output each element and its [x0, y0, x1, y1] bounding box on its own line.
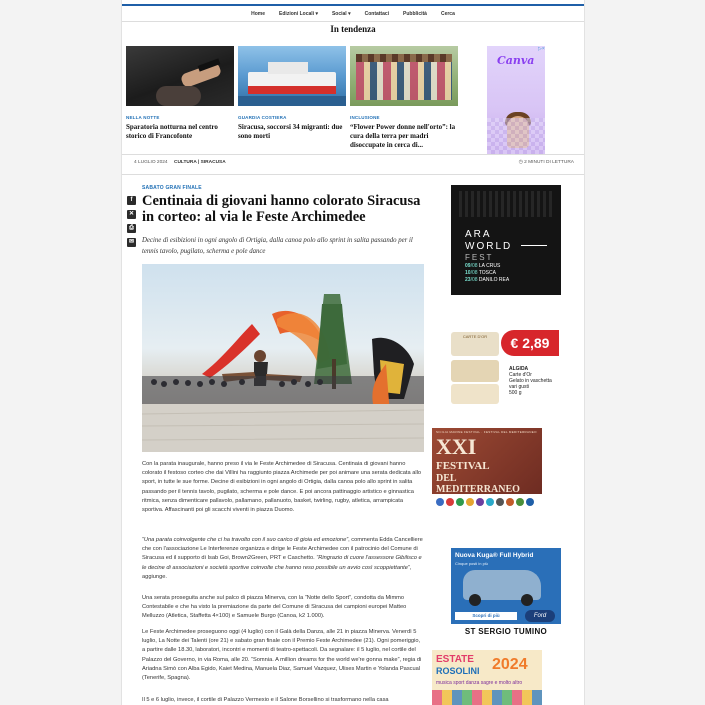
- read-time-label: 2 MINUTI DI LETTURA: [524, 160, 574, 165]
- trending-headline[interactable]: “Flower Power donne nell'orto”: la cura della terra per madri disoccupate in cerca di...: [350, 123, 456, 149]
- trending-category: NELLA NOTTE: [126, 115, 160, 120]
- article-paragraph: Con la parata inaugurale, hanno preso il via le Feste Archimedee di Siracusa. Centinaia di giovani hanno colorato il festoso corteo che dai Villini ha raggiunto piazza Archimede per poi animare una serata dedicata allo sport, in tutte le sue forme. Decine di esibizioni in ogni angolo di Ortigia, dalla canoa polo allo sprint in salita passando per il tennis tavolo, pugilato, scherma e pole dance. E poi ancora pattinaggio artistico e ginnastica ritmica, senza dimenticare pallavolo, pallamano, pallanuoto, basket, twirling, rugby, atletica, arrampicata sportiva. Affascinanti poi gli scacchi viventi in piazza Duomo.: [142, 461, 422, 514]
- ara-line-1: ARA: [465, 229, 492, 240]
- main-nav: [122, 8, 584, 20]
- article-date: 4 LUGLIO 2024: [134, 160, 168, 165]
- article-title: Centinaia di giovani hanno colorato Siracusa in corteo: al via le Feste Archimedee: [142, 193, 421, 225]
- trending-headline[interactable]: Siracusa, soccorsi 34 migranti: due sono morti: [238, 123, 343, 140]
- ford-subtitle: Cinque posti in più: [455, 561, 488, 566]
- sponsor-logo: [446, 498, 454, 506]
- ford-title: Nuova Kuga® Full Hybrid: [455, 552, 534, 559]
- article-body: [142, 460, 424, 515]
- nav-divider: [122, 21, 584, 22]
- ad-choices-icon[interactable]: ▷×: [538, 46, 545, 52]
- trending-image[interactable]: [238, 46, 346, 106]
- sponsor-logo: [456, 498, 464, 506]
- trending-title: In tendenza: [330, 24, 376, 34]
- ad-pattern: [487, 118, 545, 154]
- algida-name: Carte d'Or: [509, 372, 532, 378]
- ara-events: [465, 263, 509, 284]
- ara-pattern: [459, 191, 553, 217]
- ara-world-fest-ad[interactable]: [451, 185, 561, 295]
- article-kicker: SABATO GRAN FINALE: [142, 185, 202, 191]
- trending-image[interactable]: [350, 46, 458, 106]
- estate-pattern: [432, 690, 542, 705]
- facebook-share-icon[interactable]: f: [127, 196, 136, 205]
- algida-tub-3: [451, 384, 499, 404]
- algida-tub-label: CARTE D'OR: [462, 334, 488, 339]
- algida-tub-1: [451, 332, 499, 356]
- article-paragraph: Una serata proseguita anche sul palco di piazza Minerva, con la “Notte dello Sport”, condotta da Mimmo Contestabile e che ha visto la premiazione da parte del Comune di Siracusa dei campioni europei Matteo Melluzzo (Atletica, Staffetta 4×100) e Samuele Burgo (Canoa, k2 1.000).: [142, 595, 407, 620]
- sponsor-logo: [436, 498, 444, 506]
- estate-tagline: musica sport danza sagre e molto altro: [436, 680, 523, 686]
- trending-card[interactable]: [238, 46, 346, 141]
- nav-contattaci[interactable]: Contattaci: [364, 11, 390, 17]
- festival-top-line: SICILIA MARINE FESTIVAL · FESTIVAL DEL MEDITERRANEO: [436, 430, 537, 434]
- trending-category: GUARDIA COSTIERA: [238, 115, 287, 120]
- quote2-rest: , aggiunge.: [142, 564, 412, 580]
- article-paragraph: Il 5 e 6 luglio, invece, il cortile di Palazzo Vermexio e il Salone Borsellino si trasformano nella casa: [142, 697, 389, 703]
- trending-image[interactable]: [126, 46, 234, 106]
- ford-dealer: ST SERGIO TUMINO: [451, 624, 561, 640]
- quote-italic: “Una parata coinvolgente che ci ha travolto con il suo carico di gioia ed emozione”: [142, 537, 349, 543]
- sponsor-logo: [496, 498, 504, 506]
- email-icon[interactable]: ✉: [128, 239, 135, 245]
- article-body-3: [142, 628, 424, 683]
- ara-line-2: WORLD: [465, 241, 513, 252]
- festival-line-2: DEL MEDITERRANEO: [436, 473, 520, 494]
- algida-ad[interactable]: [451, 326, 561, 412]
- article-subtitle: Decine di esibizioni in ogni angolo di Ortigia, dalla canoa polo allo sprint in salita passando per il tennis tavolo, pugilato, scherma e pole dance: [142, 237, 413, 255]
- ara-event: 09/08 LA CRUS: [465, 263, 501, 269]
- ford-cta-button[interactable]: Scopri di più: [455, 612, 517, 620]
- ford-car-wheel: [521, 594, 533, 606]
- quote-rest: , commenta Edda Cancelliere che con l'associazione Le Interferenze organizza e dirige le Feste Archimedee con il patrocinio del Comune di Siracusa ed il supporto di Isab Goi, Brown2Green, PRT e Caschetto.: [142, 537, 423, 562]
- nav-home[interactable]: Home: [251, 11, 266, 17]
- algida-desc: Gelato in vaschetta vari gusti: [509, 378, 552, 390]
- nav-social[interactable]: Social ▾: [331, 11, 351, 17]
- sponsor-logo: [466, 498, 474, 506]
- sponsor-logo: [506, 498, 514, 506]
- sponsor-logo: [476, 498, 484, 506]
- trending-card[interactable]: [126, 46, 234, 141]
- estate-rosolini-ad[interactable]: [432, 650, 542, 705]
- ford-logo: Ford: [525, 610, 555, 622]
- nav-edizioni-locali[interactable]: Edizioni Locali ▾: [279, 11, 318, 17]
- sponsor-logo: [486, 498, 494, 506]
- article-meta: [122, 155, 584, 171]
- algida-brand: ALGIDA: [509, 366, 529, 372]
- meta-divider-bottom: [122, 174, 584, 175]
- print-icon[interactable]: ⎙: [127, 224, 136, 233]
- page: [121, 0, 585, 705]
- article-body-4: [142, 696, 424, 705]
- article-category[interactable]: CULTURA | SIRACUSA: [174, 160, 226, 165]
- festival-sponsors: [432, 496, 542, 526]
- ara-line-3: FEST: [465, 253, 494, 262]
- algida-price: € 2,89: [501, 330, 559, 356]
- sponsor-logo: [516, 498, 524, 506]
- trending-headline[interactable]: Sparatoria notturna nel centro storico di Francofonte: [126, 123, 218, 140]
- ford-kuga-ad[interactable]: [451, 548, 561, 640]
- algida-info: [509, 366, 559, 396]
- article-body-2: [142, 594, 424, 622]
- article-hero-image[interactable]: [142, 264, 424, 452]
- nav-cerca[interactable]: Cerca: [440, 11, 455, 17]
- algida-qty: 500 g: [509, 390, 522, 396]
- article-paragraph: [142, 536, 424, 582]
- article-paragraph: Le Feste Archimedee proseguono oggi (4 luglio) con il Galà della Danza, alle 21 in piazza Minerva. Venerdì 5 luglio, La Notte dei Talenti (ore 21) e sabato gran finale con il Premio Feste Archimedee (21). Ogni pomeriggio, a partire dalle 18.30, laboratori, incontri e momenti di teatro-spettacoli. Da segnalare: il 5 luglio, nel cortile del Palazzo del Governo, in via Roma, alle 20. “Somnia. A million dreams for the world we're gonna make”, regia di Ariadna Simò con Alba Egido, Kaiet Medina, Manuela Diaz, Samuel Vazquez, Ulises Martin e Yolanda Pascual (Tenerife, Spagna).: [142, 629, 422, 682]
- festival-roman: XXI: [436, 434, 477, 459]
- estate-year: 2024: [492, 656, 528, 673]
- ara-event: 10/08 TOSCA: [465, 270, 496, 276]
- festival-line-1: FESTIVAL: [436, 460, 490, 472]
- festival-mediterraneo-ad[interactable]: [432, 428, 542, 494]
- estate-title-1: ESTATE: [436, 654, 474, 665]
- nav-pubblicita[interactable]: Pubblicità: [403, 11, 427, 17]
- article-quote: [142, 536, 424, 582]
- sponsor-logo: [526, 498, 534, 506]
- top-accent-line: [122, 4, 584, 6]
- ara-decor-line: [521, 245, 547, 246]
- ara-event: 23/08 DANILO REA: [465, 277, 510, 283]
- twitter-share-icon[interactable]: ✕: [128, 211, 135, 217]
- trending-card[interactable]: [350, 46, 458, 150]
- read-time: ◷ 2 MINUTI DI LETTURA: [518, 160, 574, 165]
- ford-car-wheel: [469, 594, 481, 606]
- algida-tub-2: [451, 360, 499, 382]
- hero-scene: [142, 264, 424, 452]
- canva-ad[interactable]: [487, 46, 545, 154]
- estate-title-2: ROSOLINI: [436, 666, 480, 676]
- trending-category: INCLUSIONE: [350, 115, 380, 120]
- canva-logo: Canva: [497, 54, 535, 67]
- quote2-italic: “Ringrazio di cuore l'assessore Gibilisco e le decine di associazioni e società sportive coinvolte che hanno reso possibile un avvio così scoppiettante”: [142, 555, 422, 571]
